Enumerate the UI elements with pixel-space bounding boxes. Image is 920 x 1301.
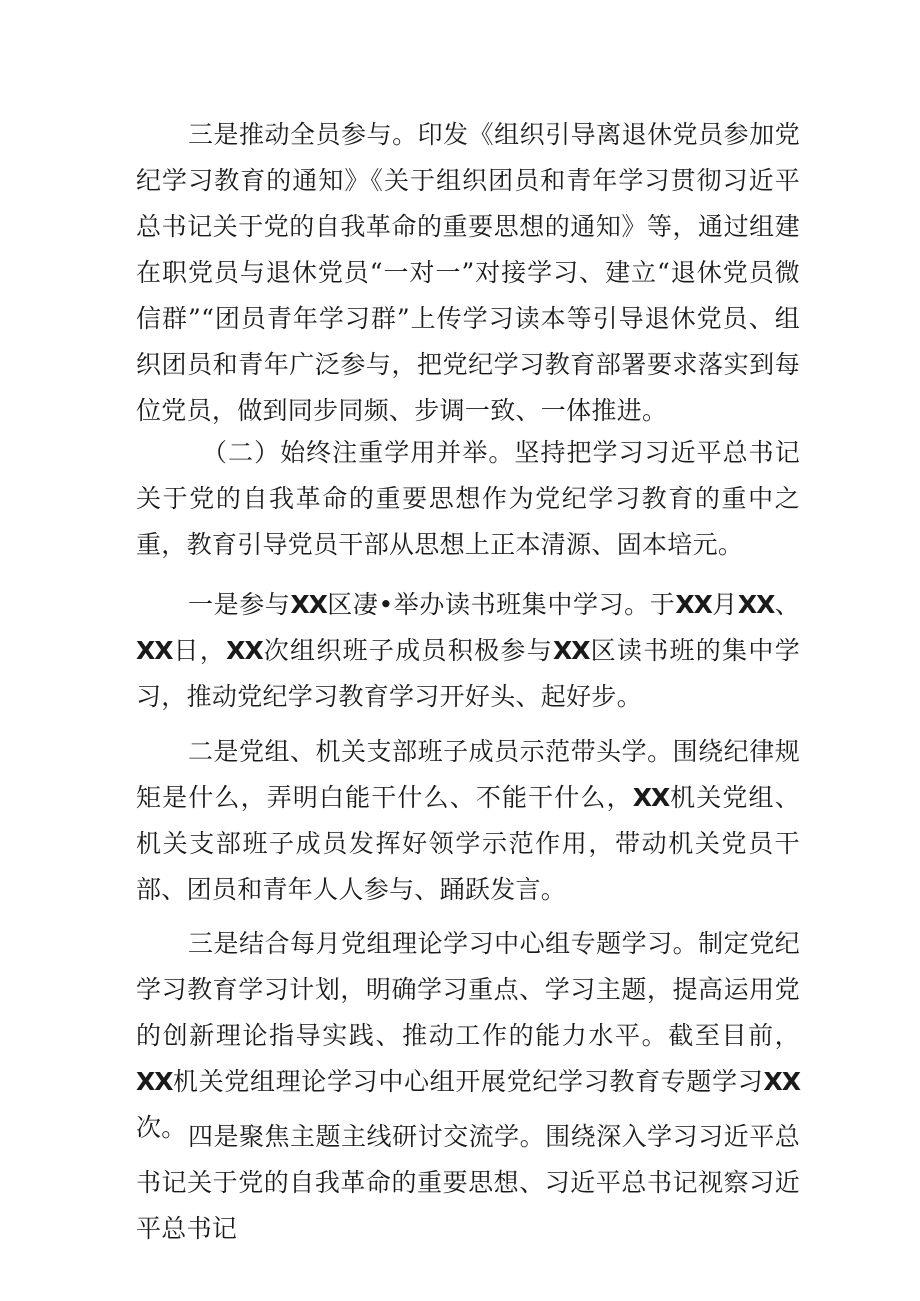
paragraph-leading-by-example: 二是党组、机关支部班子成员示范带头学。围绕纪律规矩是什么，弄明白能干什么、不能干什么，XX机关党组、机关支部班子成员发挥好领学示范作用，带动机关党员干部、团员和青年人人参与、踊跃发言。	[136, 737, 800, 904]
paragraph-seminar-exchange: 四是聚焦主题主线研讨交流学。围绕深入学习习近平总书记关于党的自我革命的重要思想、习近平总书记视察习近平总书记	[136, 1122, 800, 1243]
paragraph-monthly-group-study: 三是结合每月党组理论学习中心组专题学习。制定党纪学习教育学习计划，明确学习重点、学习主题，提高运用党的创新理论指导实践、推动工作的能力水平。截至目前，XX机关党组理论学习中心组开展党纪学习教育专题学习XX次。	[136, 929, 800, 1142]
section-heading-study-and-apply: （二）始终注重学用并举。坚持把学习习近平总书记关于党的自我革命的重要思想作为党纪学习教育的重中之重，教育引导党员干部从思想上正本清源、固本培元。	[136, 438, 800, 559]
paragraph-full-participation: 三是推动全员参与。印发《组织引导离退休党员参加党纪学习教育的通知》《关于组织团员和青年学习贯彻习近平总书记关于党的自我革命的重要思想的通知》等，通过组建在职党员与退休党员“一对一”对接学习、建立“退休党员微信群”“团员青年学习群”上传学习读本等引导退休党员、组织团员和青年广泛参与，把党纪学习教育部署要求落实到每位党员，做到同步同频、步调一致、一体推进。	[136, 120, 800, 425]
paragraph-reading-class: 一是参与XX区凄•举办读书班集中学习。于XX月XX、XX日，XX次组织班子成员积极参与XX区读书班的集中学习，推动党纪学习教育学习开好头、起好步。	[136, 590, 800, 711]
